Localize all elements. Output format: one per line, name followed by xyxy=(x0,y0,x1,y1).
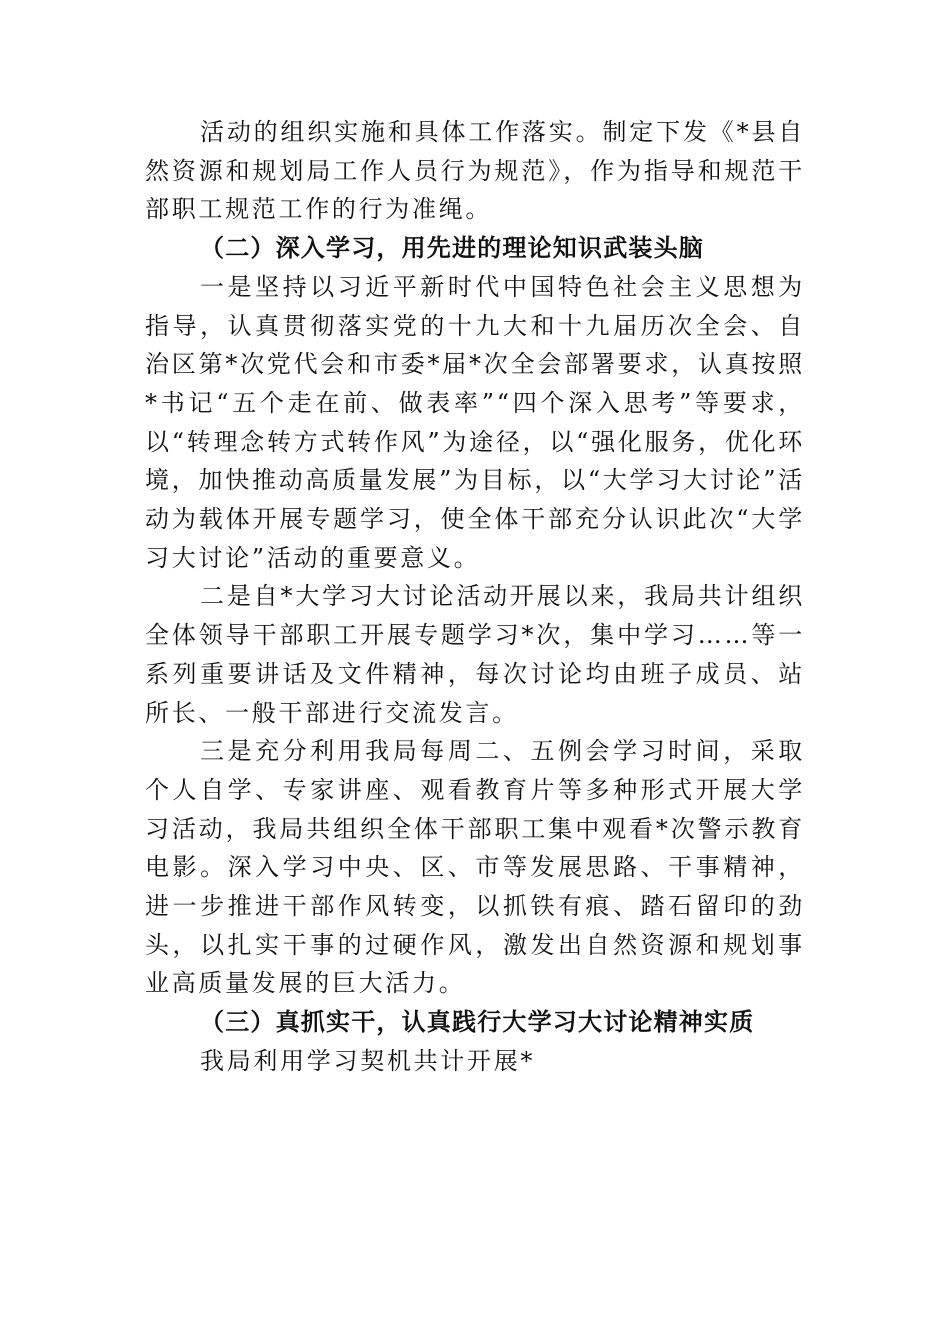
paragraph-item-1: 一是坚持以习近平新时代中国特色社会主义思想为指导，认真贯彻落实党的十九大和十九届历次全会、自治区第*次党代会和市委*届*次全会部署要求，认真按照*书记“五个走在前、做表率”“四个深入思考”等要求，以“转理念转方式转作风”为途径，以“强化服务，优化环境，加快推动高质量发展”为目标，以“大学习大讨论”活动为载体开展专题学习，使全体干部充分认识此次“大学习大讨论”活动的重要意义。 xyxy=(145,272,805,572)
paragraph-item-3: 三是充分利用我局每周二、五例会学习时间，采取个人自学、专家讲座、观看教育片等多种形式开展大学习活动，我局共组织全体干部职工集中观看*次警示教育电影。深入学习中央、区、市等发展思路、干事精神，进一步推进干部作风转变，以抓铁有痕、踏石留印的劲头，以扎实干事的过硬作风，激发出自然资源和规划事业高质量发展的巨大活力。 xyxy=(145,737,805,998)
document-body xyxy=(145,113,805,1081)
section-heading-2: （二）深入学习，用先进的理论知识武装头脑 xyxy=(200,234,704,263)
paragraph-item-4: 我局利用学习契机共计开展* xyxy=(200,1046,536,1075)
paragraph-item-2: 二是自*大学习大讨论活动开展以来，我局共计组织全体领导干部职工开展专题学习*次，集中学习……等一系列重要讲话及文件精神，每次讨论均由班子成员、站所长、一般干部进行交流发言。 xyxy=(145,582,805,727)
section-heading-3: （三）真抓实干，认真践行大学习大讨论精神实质 xyxy=(200,1008,755,1037)
paragraph-continuation: 活动的组织实施和具体工作落实。制定下发《*县自然资源和规划局工作人员行为规范》，作为指导和规范干部职工规范工作的行为准绳。 xyxy=(145,118,805,224)
